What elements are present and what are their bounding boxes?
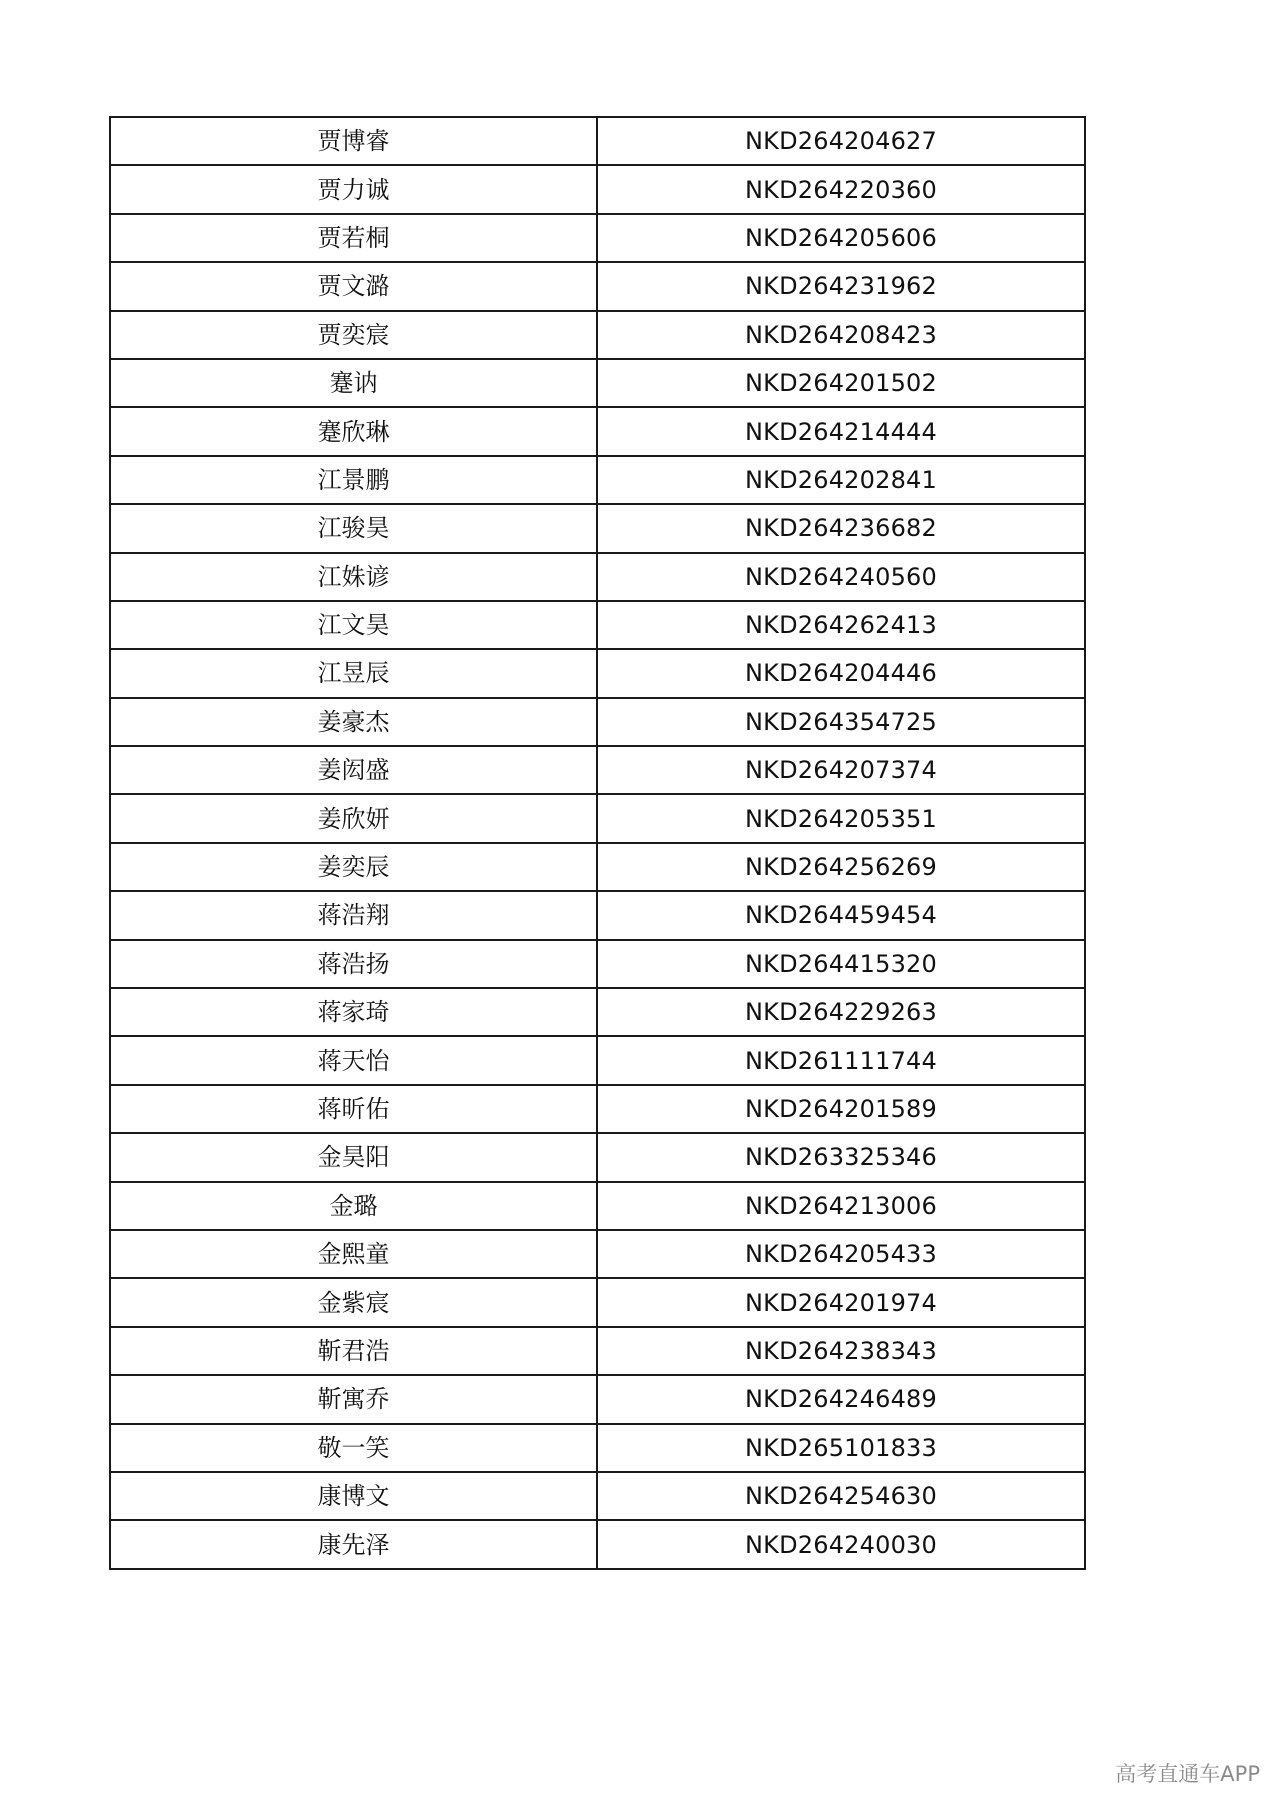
table-row	[110, 1375, 1085, 1423]
id-cell: NKD264202841	[597, 456, 1085, 504]
name-cell: 蒋天怡	[110, 1036, 597, 1084]
name-cell: 贾博睿	[110, 117, 597, 165]
name-cell: 康博文	[110, 1472, 597, 1520]
table-row	[110, 1327, 1085, 1375]
id-cell: NKD264236682	[597, 504, 1085, 552]
name-cell: 姜闳盛	[110, 746, 597, 794]
table-row	[110, 359, 1085, 407]
table-row	[110, 214, 1085, 262]
id-cell: NKD264204446	[597, 649, 1085, 697]
id-cell: NKD264229263	[597, 988, 1085, 1036]
name-cell: 靳君浩	[110, 1327, 597, 1375]
table-row	[110, 456, 1085, 504]
name-cell: 蒋昕佑	[110, 1085, 597, 1133]
table-row	[110, 843, 1085, 891]
id-cell: NKD264240560	[597, 553, 1085, 601]
table-row	[110, 1520, 1085, 1568]
id-cell: NKD264205433	[597, 1230, 1085, 1278]
id-cell: NKD264231962	[597, 262, 1085, 310]
id-cell: NKD264201589	[597, 1085, 1085, 1133]
id-cell: NKD265101833	[597, 1424, 1085, 1472]
name-cell: 蹇讷	[110, 359, 597, 407]
name-cell: 贾若桐	[110, 214, 597, 262]
name-cell: 姜奕辰	[110, 843, 597, 891]
id-cell: NKD264207374	[597, 746, 1085, 794]
table-row	[110, 649, 1085, 697]
id-cell: NKD264246489	[597, 1375, 1085, 1423]
table-row	[110, 1424, 1085, 1472]
id-cell: NKD263325346	[597, 1133, 1085, 1181]
name-cell: 敬一笑	[110, 1424, 597, 1472]
table-row	[110, 407, 1085, 455]
id-cell: NKD264256269	[597, 843, 1085, 891]
name-cell: 江文昊	[110, 601, 597, 649]
roster-table	[109, 116, 1086, 1570]
id-cell: NKD264254630	[597, 1472, 1085, 1520]
table-row	[110, 988, 1085, 1036]
id-cell: NKD264213006	[597, 1182, 1085, 1230]
table-row	[110, 262, 1085, 310]
id-cell: NKD264205351	[597, 794, 1085, 842]
id-cell: NKD264204627	[597, 117, 1085, 165]
name-cell: 康先泽	[110, 1520, 597, 1568]
name-cell: 蒋浩翔	[110, 891, 597, 939]
id-cell: NKD264201502	[597, 359, 1085, 407]
id-cell: NKD264214444	[597, 407, 1085, 455]
table-row	[110, 504, 1085, 552]
id-cell: NKD264240030	[597, 1520, 1085, 1568]
id-cell: NKD264208423	[597, 311, 1085, 359]
name-cell: 贾文潞	[110, 262, 597, 310]
name-cell: 蹇欣琳	[110, 407, 597, 455]
table-row	[110, 794, 1085, 842]
id-cell: NKD264415320	[597, 940, 1085, 988]
id-cell: NKD264238343	[597, 1327, 1085, 1375]
table-row	[110, 1230, 1085, 1278]
table-row	[110, 891, 1085, 939]
name-cell: 江昱辰	[110, 649, 597, 697]
name-cell: 金璐	[110, 1182, 597, 1230]
id-cell: NKD264354725	[597, 698, 1085, 746]
table-row	[110, 1278, 1085, 1326]
roster-table-body	[110, 117, 1085, 1569]
name-cell: 靳寓乔	[110, 1375, 597, 1423]
table-row	[110, 746, 1085, 794]
name-cell: 蒋浩扬	[110, 940, 597, 988]
id-cell: NKD264201974	[597, 1278, 1085, 1326]
table-row	[110, 553, 1085, 601]
id-cell: NKD264262413	[597, 601, 1085, 649]
name-cell: 江姝谚	[110, 553, 597, 601]
table-row	[110, 311, 1085, 359]
name-cell: 贾奕宸	[110, 311, 597, 359]
table-row	[110, 698, 1085, 746]
name-cell: 金昊阳	[110, 1133, 597, 1181]
table-row	[110, 165, 1085, 213]
table-row	[110, 117, 1085, 165]
id-cell: NKD261111744	[597, 1036, 1085, 1084]
name-cell: 金紫宸	[110, 1278, 597, 1326]
name-cell: 姜豪杰	[110, 698, 597, 746]
table-row	[110, 601, 1085, 649]
name-cell: 蒋家琦	[110, 988, 597, 1036]
table-row	[110, 1085, 1085, 1133]
name-cell: 贾力诚	[110, 165, 597, 213]
name-cell: 江景鹏	[110, 456, 597, 504]
name-cell: 姜欣妍	[110, 794, 597, 842]
name-cell: 江骏昊	[110, 504, 597, 552]
id-cell: NKD264459454	[597, 891, 1085, 939]
watermark-text: 高考直通车APP	[1115, 1762, 1260, 1786]
table-row	[110, 1182, 1085, 1230]
table-row	[110, 1036, 1085, 1084]
id-cell: NKD264205606	[597, 214, 1085, 262]
id-cell: NKD264220360	[597, 165, 1085, 213]
name-cell: 金熙童	[110, 1230, 597, 1278]
table-row	[110, 1472, 1085, 1520]
table-row	[110, 940, 1085, 988]
table-row	[110, 1133, 1085, 1181]
